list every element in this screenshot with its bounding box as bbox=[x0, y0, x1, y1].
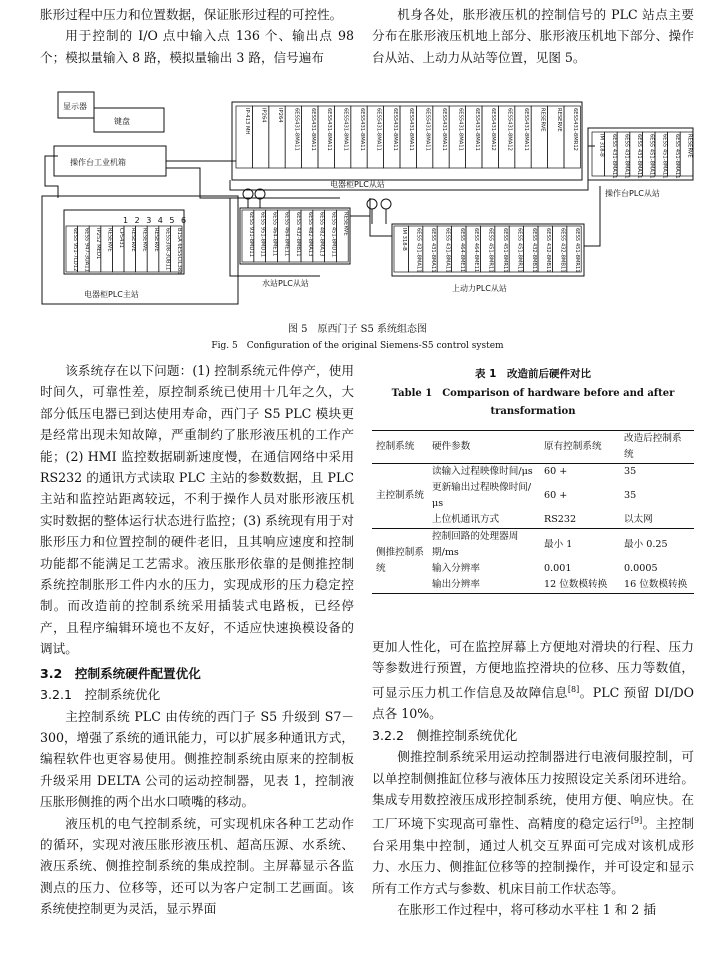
power-slave-module-label: 6ES5 451-8MR11 bbox=[487, 228, 494, 273]
main-station-module-label: 6ES5 951-7LD12 bbox=[71, 228, 78, 272]
console-slave-module-label: RESERVE bbox=[686, 134, 693, 158]
table-row bbox=[372, 464, 694, 481]
main-station-module-label: 6ES5308-3UB11 bbox=[164, 228, 171, 271]
main-station-module-label: CP5431 bbox=[118, 228, 125, 248]
display-label: 显示器 bbox=[63, 102, 87, 111]
citation: [8] bbox=[567, 684, 580, 694]
top-left-text bbox=[40, 4, 354, 68]
text-span: 。PLC 预留 DI/DO 点各 10%。 bbox=[372, 685, 695, 722]
main-station-slot-number: 6 bbox=[181, 216, 187, 225]
power-slave-module-label: 6ES5 432-8MB11 bbox=[559, 228, 566, 273]
power-slave-module-label: 6ES5 432-8MB11 bbox=[530, 228, 537, 273]
table-title-en: Table 1 Comparison of hardware before and after bbox=[391, 388, 675, 399]
paragraph bbox=[372, 636, 694, 725]
main-station-module-label: B15A 6ES5CIL385 bbox=[176, 228, 183, 275]
console-label: 操作台工业机箱 bbox=[70, 158, 126, 167]
power-slave-module-label: 6ES5 451-8MR11 bbox=[574, 228, 580, 273]
right-column bbox=[372, 636, 694, 921]
paragraph: 在胀形工作过程中，将可移动水平柱 1 和 2 插 bbox=[397, 902, 656, 918]
cabinet-slave-module-label: 6ES5431-8MA11 bbox=[523, 108, 529, 151]
hardware-comparison-table bbox=[372, 430, 694, 594]
cabinet-slave-module-label: 6ES5431-8MA11 bbox=[441, 108, 447, 151]
subsection-heading: 3.2.1 控制系统优化 bbox=[40, 687, 161, 703]
text-span: 。主控制台采用集中控制，通过人机交互界面可完成对该机成形力、水压力、侧推缸位移等的控制操作，并可设定和显示所有工作方式与参数、机床目前工作状态等。 bbox=[372, 816, 695, 896]
table-cell: 以太网 bbox=[624, 514, 653, 525]
cabinet-slave-module-label: 6ES5431-8MA11 bbox=[424, 108, 431, 151]
cabinet-slave-module-label: 6ES5431-8MA11 bbox=[326, 108, 333, 151]
paragraph: 用于控制的 I/O 点中输入点 136 个、输出点 98 个；模拟量输入 8 路，模拟量输出 3 路，信号遍布 bbox=[40, 28, 354, 65]
section-heading: 3.2 控制系统硬件配置优化 bbox=[40, 665, 201, 681]
cabinet-slave-module-label: 6ES5431-8MA12 bbox=[506, 108, 513, 151]
power-slave-module-label: 6ES5 431-8MA11 bbox=[415, 228, 422, 273]
cabinet-slave-module-label: IP264 bbox=[260, 108, 267, 123]
table-cell: 输出分辨率 bbox=[432, 579, 480, 590]
power-slave-module-label: IM 318-B bbox=[401, 228, 408, 251]
cabinet-slave-module-label: RESERVE bbox=[539, 108, 546, 132]
main-station-module-label: RESERVE bbox=[141, 228, 148, 252]
main-station-module-label: RESERVE bbox=[153, 228, 159, 252]
subsection-heading: 3.2.2 侧推控制系统优化 bbox=[372, 727, 518, 743]
main-station-slot-number: 3 bbox=[146, 216, 152, 225]
water-slave-title: 水站PLC从站 bbox=[262, 279, 309, 288]
cabinet-slave-module-label: 6ES5431-8MA11 bbox=[293, 108, 300, 151]
table-cell: 60 + bbox=[544, 466, 568, 477]
main-station-slot-number: 2 bbox=[134, 216, 140, 225]
main-station-module-label: 6ES5 947-3UA11 bbox=[83, 228, 90, 272]
keyboard-label: 键盘 bbox=[114, 117, 130, 126]
water-slave-module-label: 6ES5 464-8ME11 bbox=[283, 212, 290, 257]
cabinet-slave-module-label: 6ES5431-8MA11 bbox=[309, 108, 316, 151]
top-right-text bbox=[372, 4, 694, 68]
water-slave-module-label: 6ES5 432-8MB11 bbox=[295, 212, 302, 257]
cabinet-slave-module-label: 6ES5431-8MA11 bbox=[408, 108, 415, 151]
table-cell: 输入分辨率 bbox=[432, 563, 480, 574]
cabinet-slave-module-label: IP-413 MH bbox=[244, 108, 251, 135]
console-slave-module-label: 6ES5 431-8MA11 bbox=[636, 134, 643, 179]
cabinet-slave-module-label: IP264 bbox=[277, 108, 283, 123]
figure-caption-en: Fig. 5 Configuration of the original Siemens-S5 control system bbox=[211, 341, 504, 351]
paragraph: 主控制系统 PLC 由传统的西门子 S5 升级到 S7－300，增强了系统的通讯能力，可以扩展多种通讯方式，编程软件也更容易使用。侧推控制系统由原来的控制板升级采用 DELTA 公司的运动控制器，见表 1，控制液压胀形侧推的两个出水口喷嘴的移动。 bbox=[40, 708, 354, 810]
header-cell: 控制系统 bbox=[376, 441, 415, 452]
table-cell: 读输入过程映像时间/μs bbox=[432, 466, 533, 477]
console-slave-module-label: 6ES5 451-8MA11 bbox=[673, 134, 680, 179]
main-station-slot-number: 4 bbox=[157, 216, 163, 225]
water-slave-module-label: 6ES5 464-8ME11 bbox=[271, 212, 278, 257]
main-station-module-label: RESERVE bbox=[129, 228, 136, 252]
text-span: 更加人性化，可在监控屏幕上方便地对滑块的行程、压力等参数进行预置，方便地监控滑块的位移、压力等数值，可显示压力机工作信息及故障信息 bbox=[372, 639, 694, 700]
console-slave-module-label: 6ES5 431-8MA11 bbox=[623, 134, 630, 179]
table-cell: 控制回路的处理器周期/ms bbox=[432, 531, 519, 558]
console-slave-module-label: IM 318-B bbox=[598, 134, 605, 157]
table-cell: 16 位数模转换 bbox=[624, 579, 688, 590]
power-slave-title: 上动力PLC从站 bbox=[452, 284, 507, 293]
table-title-en: transformation bbox=[490, 406, 576, 417]
cabinet-slave-module-label: 6ES5431-8MA11 bbox=[391, 108, 398, 151]
table-cell: 35 bbox=[624, 490, 637, 501]
console-slave-module-label: 6ES5 451-8MA11 bbox=[661, 134, 668, 179]
table-cell: 0.0005 bbox=[624, 563, 658, 574]
table-cell: 12 位数模转换 bbox=[544, 579, 608, 590]
power-slave-module-label: 6ES5 451-8MR11 bbox=[502, 228, 508, 273]
cabinet-slave-module-label: RESERVE bbox=[555, 108, 562, 132]
cabinet-slave-module-label: 6ES5431-8MA11 bbox=[473, 108, 480, 151]
paragraph bbox=[372, 746, 694, 899]
main-station-module-label: RESERVE bbox=[106, 228, 113, 252]
table-cell: 35 bbox=[624, 466, 637, 477]
main-station-slot-number: 1 bbox=[123, 216, 129, 225]
console-slave-title: 操作台PLC从站 bbox=[605, 189, 660, 198]
water-slave-module-label: 6ES5 931-8MD11 bbox=[247, 212, 254, 257]
table-title-cn: 表 1 改造前后硬件对比 bbox=[475, 368, 591, 380]
main-station-slot-number: 5 bbox=[169, 216, 175, 225]
left-column bbox=[40, 360, 354, 920]
paragraph: 液压机的电气控制系统，可实现机床各种工艺动作的循环，实现对液压胀形液压机、超高压源、水系统、液压系统、侧推控制系统的集成控制。主屏幕显示各监测点的压力、位移等，还可以为客户定制工艺画面。该系统使控制更为灵活，显示界面 bbox=[40, 815, 354, 917]
citation: [9] bbox=[630, 816, 643, 826]
table-cell: 最小 0.25 bbox=[624, 539, 668, 550]
console-slave-module-label: 6ES5 451-8MA11 bbox=[648, 134, 655, 179]
power-slave-module-label: 6ES5 431-8MA11 bbox=[430, 228, 436, 273]
power-slave-module-label: 6ES5 464-8ME11 bbox=[473, 228, 480, 273]
table-cell: 0.001 bbox=[544, 563, 572, 574]
table-cell: RS232 bbox=[544, 514, 577, 525]
paragraph: 机身各处，胀形液压机的控制信号的 PLC 站点主要分布在胀形液压机地上部分、胀形液压机地下部分、操作台从站、上动力从站等位置，见图 5。 bbox=[372, 7, 694, 65]
power-slave-module-label: 6ES5 464-8ME11 bbox=[458, 228, 465, 273]
header-cell: 硬件参数 bbox=[432, 441, 471, 452]
text-span: 侧推控制系统采用运动控制器进行电液伺服控制，可以单控制侧推缸位移与液体压力按照设定关系闭环进给。集成专用数控液压成形控制系统，使用方便、响应快。在工厂环境下实现高可靠性、高精度的稳定运行 bbox=[372, 749, 694, 832]
paragraph: 该系统存在以下问题：(1) 控制系统元件停产，使用时间久，可靠性差，原控制系统已使用十几年之久，大部分低压电器已到达使用寿命，西门子 S5 PLC 模块更是经常出现未知故障，严重制约了胀形液压机的工作产能；(2) HMI 监控数据刷新速度慢，在通信网络中采用 RS232 的通讯方式读取 PLC 主站的参数数据，且 PLC 主站和监控站距离较远，不利于操作人员对胀形液压机实时数据的整体运行状态进行监控；(3) 系统现有用于对胀形压力和位置控制的硬件老旧，且其响应速度和控制功能都不能满足工艺需求。液压胀形依靠的是侧推控制系统控制胀形工件内水的压力，实现成形的压力稳定控制。而改造前的控制系统采用插装式电路板，已经停产，且程序编辑环境也不友好，不适应快速换模设备的调试。 bbox=[40, 363, 354, 657]
console-slave-module-label: 6ES5 431-8MA11 bbox=[610, 134, 617, 179]
header-cell: 原有控制系统 bbox=[544, 441, 602, 452]
cabinet-slave-module-label: 6ES5431-8MA11 bbox=[457, 108, 464, 151]
water-slave-module-label: 6ES5 451-8MD11 bbox=[330, 212, 337, 257]
cabinet-slave-module-label: 6ES5431-8MR12 bbox=[572, 108, 579, 151]
paragraph: 胀形过程中压力和位置数据，保证胀形过程的可控性。 bbox=[40, 7, 343, 22]
header-cell: 改造后控制系统 bbox=[624, 433, 682, 460]
power-slave-module-label: 6ES5 432-8MB11 bbox=[545, 228, 552, 273]
water-slave-module-label: 6ES5 951-8MD11 bbox=[259, 212, 266, 257]
power-slave-module-label: 6ES5 431-8MA11 bbox=[444, 228, 451, 273]
table-header-row bbox=[372, 431, 694, 464]
cabinet-slave-module-label: 6ES5431-8MA11 bbox=[342, 108, 349, 151]
group-cell: 主控制系统 bbox=[376, 490, 424, 501]
water-slave-module-label: 6ES5 482-8MA13 bbox=[306, 212, 313, 257]
main-station-title: 电器柜PLC主站 bbox=[84, 290, 139, 299]
table-cell: 最小 1 bbox=[544, 539, 573, 550]
main-station-module-label: IP252 MED1 bbox=[95, 228, 101, 260]
table-cell: 更新输出过程映像时间/μs bbox=[432, 482, 532, 509]
plc-configuration-diagram bbox=[40, 86, 695, 314]
cabinet-slave-title: 电器柜PLC从站 bbox=[330, 180, 385, 189]
power-slave-module-label: 6ES5 451-8MR11 bbox=[516, 228, 523, 273]
cabinet-slave-module-label: 6ES5431-8MA11 bbox=[375, 108, 382, 151]
figure-caption-cn: 图 5 原西门子 S5 系统组态图 bbox=[287, 324, 428, 335]
table-cell: 上位机通讯方式 bbox=[432, 514, 500, 525]
table-row bbox=[372, 529, 694, 562]
table-cell: 60 + bbox=[544, 490, 568, 501]
water-slave-module-label: RESERVE bbox=[342, 212, 349, 236]
group-cell: 侧推控制系统 bbox=[376, 547, 424, 574]
water-slave-module-label: 6ES5 482-8MA13 bbox=[318, 212, 325, 257]
cabinet-slave-module-label: 6ES5431-8MA12 bbox=[490, 108, 497, 151]
cabinet-slave-module-label: 6ES5431-8MA11 bbox=[359, 108, 365, 151]
